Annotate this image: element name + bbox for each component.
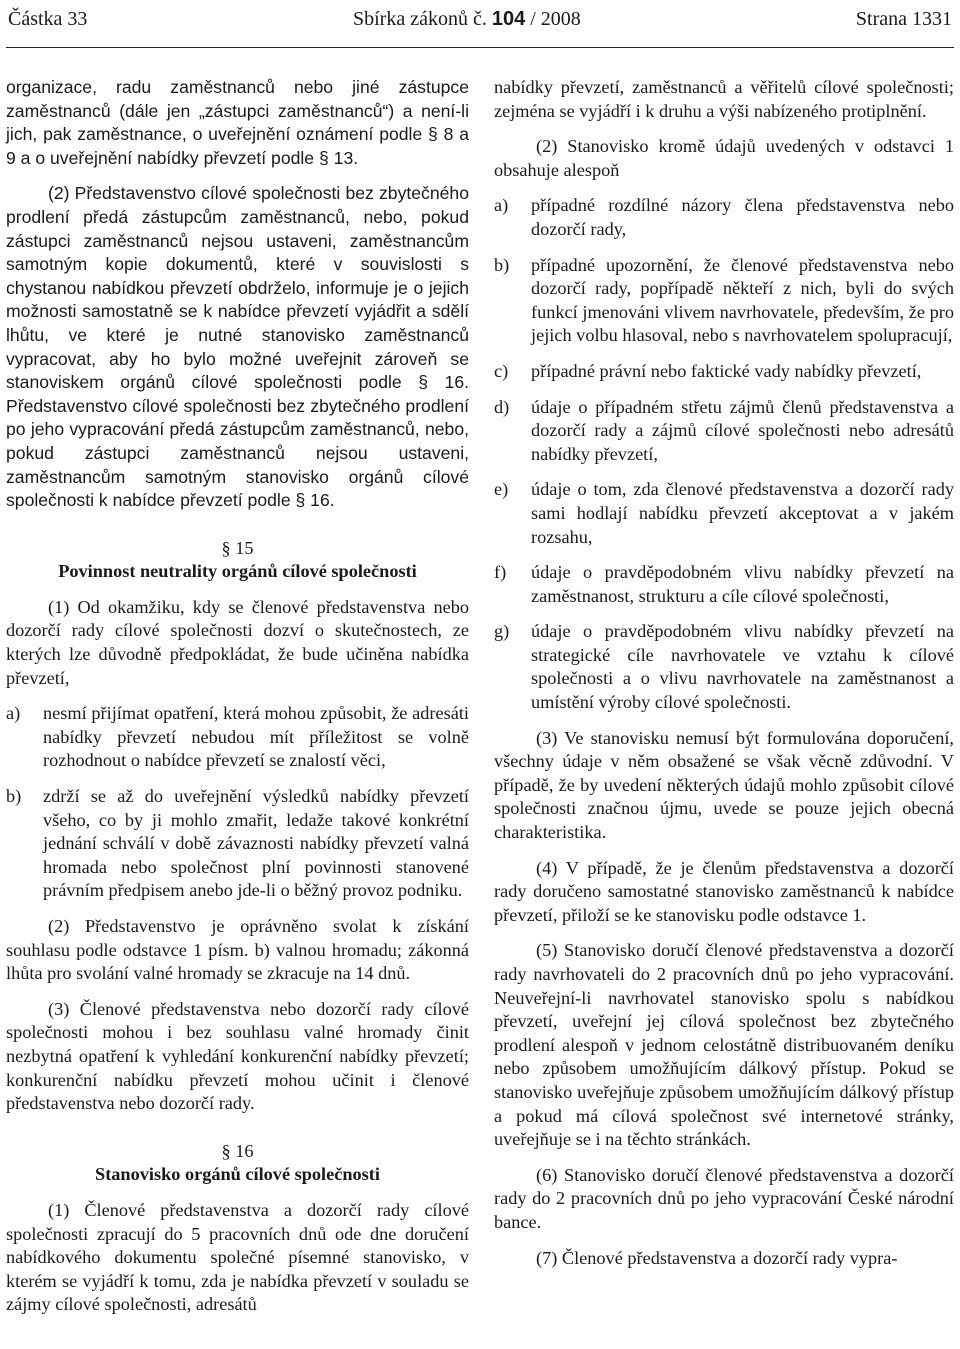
list-item-text: zdrží se až do uveřejnění výsledků nabídky převzetí všeho, co by ji mohlo zmařit, ledaže takové konkrétní jednání schválí v době závaznosti nabídky převzetí valná hromada nebo společnost plní povinnosti stanovené právním předpisem anebo jde-li o běžný provoz podniku. — [43, 786, 469, 901]
section-16-paragraph-1: (1) Členové představenstva a dozorčí rady cílové společnosti zpracují do 5 pracovních dnů ode dne doručení nabídkového dokumentu společné písemné stanovisko, v kterém se vyjádří k tomu, zda je nabídka převzetí v souladu se zájmy cílové společnosti, adresátů — [6, 1199, 469, 1315]
list-item-text: údaje o případném střetu zájmů členů představenstva a dozorčí rady a zájmů cílové společnosti nebo adresátů nabídky převzetí, — [531, 396, 954, 464]
list-item — [494, 620, 954, 714]
list-item-text: případné právní nebo faktické vady nabídky převzetí, — [531, 360, 922, 381]
section-16-paragraph-3: (3) Ve stanovisku nemusí být formulována doporučení, všechny údaje v něm obsažené se však věcně zdůvodní. V případě, že by uvedení některých údajů mohlo způsobit cílové společnosti značnou újmu, uvede se pouze jejich obecná charakteristika. — [494, 727, 954, 843]
intro-paragraph: organizace, radu zaměstnanců nebo jiné zástupce zaměstnanců (dále jen „zástupci zaměstnanců“) a není-li jich, pak zaměstnance, o uveřejnění oznámení podle § 8 a 9 a o uveřejnění nabídky převzetí podle § 13. — [6, 77, 469, 168]
list-item-label: e) — [494, 479, 509, 500]
header-rule — [6, 47, 954, 48]
list-item-text: případné rozdílné názory člena představenstva nebo dozorčí rady, — [531, 195, 954, 239]
section-16-paragraph-4: (4) V případě, že je členům představenstva a dozorčí rady doručeno samostatné stanovisko zaměstnanců k nabídce převzetí, přiloží se ke stanovisku podle odstavce 1. — [494, 857, 954, 925]
section-16-number: § 16 — [221, 1140, 254, 1161]
section-15-number: § 15 — [221, 537, 254, 558]
list-item-label: a) — [494, 195, 509, 216]
section-15-paragraph-1: (1) Od okamžiku, kdy se členové představenstva nebo dozorčí rady cílové společnosti dozví o skutečnostech, ze kterých lze důvodně předpokládat, že bude učiněna nabídka převzetí, — [6, 596, 469, 688]
list-item-label: b) — [494, 254, 510, 275]
list-item-label: a) — [6, 703, 21, 724]
right-column — [494, 76, 954, 1270]
continued-paragraph: nabídky převzetí, zaměstnanců a věřitelů cílové společnosti; zejména se vyjádří i k druhu a výši nabízeného protiplnění. — [494, 77, 954, 121]
list-item-text: údaje o pravděpodobném vlivu nabídky převzetí na zaměstnanost, strukturu a cíle cílové společnosti, — [531, 562, 954, 606]
section-16-paragraph-5: (5) Stanovisko doručí členové představenstva a dozorčí rady navrhovateli do 2 pracovních dnů po jeho vypracování. Neuveřejní-li navrhovatel stanovisko spolu s nabídkou převzetí, uveřejní jej cílová společnost bez zbytečného prodlení alespoň v jednom celostátně distribuovaném deníku nebo způsobem umožňujícím dálkový přístup. Pokud se stanovisko uveřejňuje způsobem umožňujícím dálkový přístup a pokud má cílová společnost své internetové stránky, uveřejňuje se i na těchto stránkách. — [494, 940, 954, 1150]
collection-name: Sbírka zákonů č. — [353, 8, 487, 30]
list-item-text: případné upozornění, že členové představenstva nebo dozorčí rady, popřípadě někteří z nich, byli do svých funkcí jmenováni vlivem navrhovatele, především, že pro jejich volbu hlasoval, nebo s navrhovatelem spolupracují, — [531, 254, 954, 346]
law-number: 104 — [491, 8, 526, 30]
section-16-title: Stanovisko orgánů cílové společnosti — [95, 1164, 380, 1185]
list-item-text: nesmí přijímat opatření, která mohou způsobit, že adresáti nabídky převzetí nebudou mít příležitost se volně rozhodnout o nabídce převzetí se znalostí věci, — [43, 703, 469, 771]
page-header — [8, 8, 952, 32]
list-item — [494, 478, 954, 549]
list-item — [494, 360, 954, 384]
list-item — [494, 396, 954, 467]
list-item — [494, 194, 954, 241]
left-column — [6, 76, 469, 1317]
list-item-label: g) — [494, 621, 510, 642]
section-16-paragraph-7: (7) Členové představenstva a dozorčí rady vypra- — [536, 1247, 898, 1268]
number-separator: / — [530, 8, 536, 30]
list-item — [494, 254, 954, 348]
list-item-label: f) — [494, 562, 507, 583]
list-item-label: b) — [6, 786, 22, 807]
part-number: Částka 33 — [8, 8, 88, 30]
list-item — [6, 785, 469, 903]
list-item — [494, 561, 954, 608]
list-item-label: c) — [494, 360, 509, 381]
list-item-text: údaje o pravděpodobném vlivu nabídky převzetí na strategické cíle navrhovatele ve vztahu k cílové společnosti a o vlivu navrhovatele na zaměstnanost a umístění výroby cílové společnosti. — [531, 621, 954, 713]
list-item — [6, 702, 469, 773]
section-16-paragraph-2: (2) Stanovisko kromě údajů uvedených v odstavci 1 obsahuje alespoň — [494, 136, 954, 180]
collection-title — [353, 8, 581, 31]
section-16-paragraph-6: (6) Stanovisko doručí členové představenstva a dozorčí rady do 2 pracovních dnů po jeho vypracování České národní bance. — [494, 1164, 954, 1232]
page-number: Strana 1331 — [855, 8, 952, 30]
list-item-label: d) — [494, 396, 510, 417]
paragraph-2: (2) Představenstvo cílové společnosti bez zbytečného prodlení předá zástupcům zaměstnanců, nebo, pokud zástupci zaměstnanců nejsou ustaveni, zaměstnancům samotným kopie dokumentů, které v souvislosti s chystanou nabídkou převzetí obdrželo, informuje je o jejich možnosti samostatně se k nabídce převzetí vyjádřit a sdělí lhůtu, ve které je nutné stanovisko zaměstnanců vypracovat, aby ho bylo možné uveřejnit zároveň se stanoviskem orgánů cílové společnosti podle § 16. Představenstvo cílové společnosti bez zbytečného prodlení po jeho vypracování předá zástupcům zaměstnanců, nebo, pokud zástupci zaměstnanců nejsou ustaveni, zaměstnancům samotným stanovisko orgánů cílové společnosti k nabídce převzetí podle § 16. — [6, 183, 469, 511]
section-15-paragraph-2: (2) Představenstvo je oprávněno svolat k získání souhlasu podle odstavce 1 písm. b) valnou hromadu; zákonná lhůta pro svolání valné hromady se zkracuje na 14 dnů. — [6, 916, 469, 984]
section-15-title: Povinnost neutrality orgánů cílové společnosti — [58, 561, 417, 582]
year: 2008 — [540, 8, 581, 30]
section-15-paragraph-3: (3) Členové představenstva nebo dozorčí rady cílové společnosti mohou i bez souhlasu valné hromady činit nezbytná opatření k vyhledání konkurenční nabídky převzetí; konkurenční nabídku převzetí mohou učinit i členové představenstva nebo dozorčí rady. — [6, 998, 469, 1114]
list-item-text: údaje o tom, zda členové představenstva a dozorčí rady sami hodlají nabídku převzetí akceptovat a v jakém rozsahu, — [531, 479, 954, 547]
